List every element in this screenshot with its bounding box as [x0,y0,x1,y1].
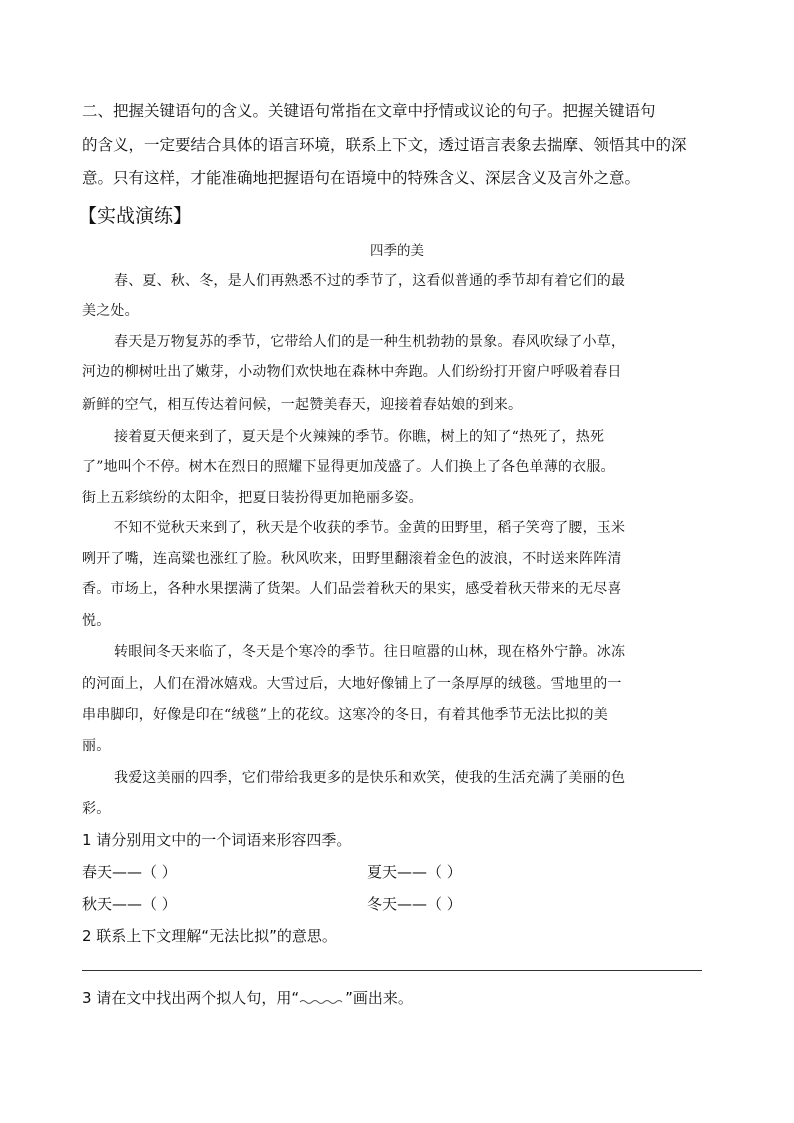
question-3 [82,987,413,1008]
question-1: 1 请分别用文中的一个词语来形容四季。 [82,831,352,849]
answer-spring: 春天——（ ） [82,863,177,881]
passage-line: 新鲜的空气，相互传达着问候，一起赞美春天，迎接着春姑娘的到来。 [82,397,523,413]
passage-line: 丽。 [82,738,111,754]
passage-line: 街上五彩缤纷的太阳伞，把夏日装扮得更加艳丽多姿。 [82,490,423,506]
passage-line: 了”地叫个不停。树木在烈日的照耀下显得更加茂盛了。人们换上了各色单薄的衣服。 [82,459,615,475]
passage-line: 咧开了嘴，连高粱也涨红了脸。秋风吹来，田野里翻滚着金色的波浪，不时送来阵阵清 [82,551,622,567]
passage-line: 彩。 [82,801,111,817]
question-3-text-before: 3 请在文中找出两个拟人句，用“ [82,989,300,1007]
question-3-text-after: ”画出来。 [345,989,413,1007]
question-2: 2 联系上下文理解“无法比拟”的意思。 [82,927,337,945]
intro-line-1: 二、把握关键语句的含义。关键语句常指在文章中抒情或议论的句子。把握关键语句 [82,102,656,120]
answer-autumn: 秋天——（ ） [82,895,177,913]
passage-title: 四季的美 [370,243,424,259]
passage-line: 接着夏天便来到了，夏天是个火辣辣的季节。你瞧，树上的知了“热死了，热死 [114,429,605,445]
answer-winter: 冬天——（ ） [367,895,462,913]
passage-line: 串串脚印，好像是印在“绒毯”上的花纹。这寒冷的冬日，有着其他季节无法比拟的美 [82,707,608,723]
answer-summer: 夏天——（ ） [367,863,462,881]
section-heading: 【实战演练】 [78,205,193,227]
passage-line: 春、夏、秋、冬，是人们再熟悉不过的季节了，这看似普通的季节却有着它们的最 [114,273,626,289]
passage-line: 春天是万物复苏的季节，它带给人们的是一种生机勃勃的景象。春风吹绿了小草， [114,334,626,350]
passage-line: 的河面上，人们在滑冰嬉戏。大雪过后，大地好像铺上了一条厚厚的绒毯。雪地里的一 [82,676,622,692]
passage-line: 不知不觉秋天来到了，秋天是个收获的季节。金黄的田野里，稻子笑弯了腰，玉米 [114,520,626,536]
wavy-underline-icon [299,995,345,1005]
passage-line: 河边的柳树吐出了嫩芽，小动物们欢快地在森林中奔跑。人们纷纷打开窗户呼吸着春日 [82,364,622,380]
answer-line [82,970,702,971]
passage-line: 美之处。 [82,303,139,319]
passage-line: 转眼间冬天来临了，冬天是个寒冷的季节。往日喧嚣的山林，现在格外宁静。冰冻 [114,644,626,660]
passage-line: 香。市场上，各种水果摆满了货架。人们品尝着秋天的果实，感受着秋天带来的无尽喜 [82,581,622,597]
intro-line-3: 意。只有这样，才能准确地把握语句在语境中的特殊含义、深层含义及言外之意。 [82,169,641,187]
intro-line-2: 的含义，一定要结合具体的语言环境，联系上下文，透过语言表象去揣摩、领悟其中的深 [82,136,687,154]
passage-line: 我爱这美丽的四季，它们带给我更多的是快乐和欢笑，使我的生活充满了美丽的色 [114,770,626,786]
passage-line: 悦。 [82,613,111,629]
